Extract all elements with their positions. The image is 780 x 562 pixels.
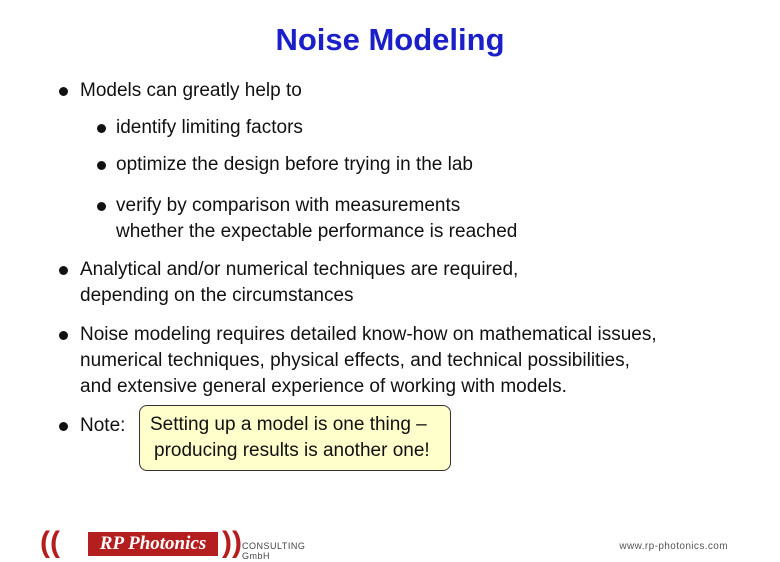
bullet-dot [97, 202, 106, 211]
footer-url: www.rp-photonics.com [619, 541, 728, 552]
note-box [139, 405, 451, 471]
bullet-dot [59, 266, 68, 275]
logo-bracket-left: (( [40, 526, 60, 559]
consulting-label: CONSULTING GmbH [242, 541, 306, 561]
note-line: Setting up a model is one thing – [150, 414, 427, 435]
sub-bullet-text: verify by comparison with measurements [116, 195, 461, 216]
bullet-dot [59, 87, 68, 96]
sub-bullet-text: identify limiting factors [116, 117, 303, 138]
note-line: producing results is another one! [154, 440, 430, 461]
bullet-text: numerical techniques, physical effects, and technical possibilities, [80, 350, 630, 371]
bullet-text: depending on the circumstances [80, 285, 354, 306]
bullet-dot [59, 422, 68, 431]
bullet-dot [97, 161, 106, 170]
bullet-text: Analytical and/or numerical techniques are required, [80, 259, 519, 280]
bullet-text: and extensive general experience of working with models. [80, 376, 567, 397]
sub-bullet-text: optimize the design before trying in the lab [116, 154, 473, 175]
note-label: Note: [80, 415, 126, 436]
company-logo [40, 526, 306, 561]
bullet-dot [97, 124, 106, 133]
bullet-text: Noise modeling requires detailed know-how on mathematical issues, [80, 324, 657, 345]
slide-title: Noise Modeling [275, 22, 505, 57]
logo-bracket-right: )) [222, 526, 242, 559]
sub-bullet-text: whether the expectable performance is reached [116, 221, 518, 242]
bullet-dot [59, 331, 68, 340]
bullet-text: Models can greatly help to [80, 80, 302, 101]
logo-wordmark: RP Photonics [88, 532, 218, 556]
